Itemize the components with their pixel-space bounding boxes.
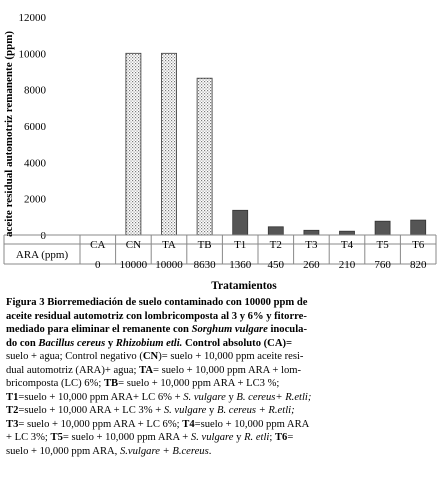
caption-segment: = suelo + 10,000 ppm ARA + lom- — [153, 364, 302, 376]
caption-segment: aceite residual automotriz con lombricomposta al 3 y 6% y fitorre- — [6, 310, 307, 322]
category-label: TB — [197, 239, 212, 251]
caption-segment: TA — [139, 364, 154, 376]
table-value: 210 — [338, 259, 356, 271]
category-label: TA — [162, 239, 176, 251]
table-row-label: ARA (ppm) — [15, 249, 69, 261]
bar-t5 — [375, 221, 390, 235]
figure-caption — [6, 296, 443, 459]
caption-segment: inocula- — [267, 324, 307, 336]
category-label: CN — [125, 239, 142, 251]
caption-line — [6, 323, 443, 337]
bar-cn — [126, 53, 141, 235]
caption-segment: S. vulgare — [163, 405, 207, 417]
x-axis-label: Tratamientos — [211, 280, 277, 292]
caption-segment: = suelo + 10,000 ppm ARA + LC 6%; — [18, 418, 183, 430]
caption-segment: Rhizobium etli. — [115, 337, 183, 349]
caption-segment: T2 — [6, 405, 19, 417]
caption-segment: B. cereus + R.etli; — [216, 405, 295, 417]
caption-line — [6, 364, 443, 378]
caption-segment: = — [287, 432, 294, 444]
caption-line — [6, 404, 443, 418]
caption-line — [6, 431, 443, 445]
bars-group — [126, 53, 426, 235]
category-label: T6 — [412, 239, 425, 251]
bar-t2 — [268, 227, 283, 235]
caption-segment: S. vulgare — [190, 432, 234, 444]
table-value: 760 — [374, 259, 391, 271]
y-tick-label: 2000 — [24, 193, 46, 206]
caption-line — [6, 377, 443, 391]
bar-t4 — [340, 231, 355, 235]
y-tick-label: 12000 — [18, 12, 46, 24]
caption-segment: T3 — [6, 418, 19, 430]
caption-segment: ; — [269, 432, 275, 444]
table-value: 260 — [303, 259, 320, 271]
caption-segment: R. etli — [244, 432, 270, 444]
caption-line — [6, 296, 443, 310]
caption-segment: do con — [6, 337, 39, 349]
table-value: 10000 — [155, 259, 183, 271]
caption-segment: dual automotriz (ARA)+ agua; — [6, 364, 140, 376]
category-label: T3 — [305, 239, 318, 251]
caption-segment: T6 — [274, 432, 288, 444]
bar-ta — [162, 53, 177, 235]
caption-segment: =suelo + 10,000 ppm ARA+ LC 6% + — [18, 391, 184, 403]
caption-line — [6, 310, 443, 324]
caption-segment: + LC 3%; — [6, 432, 51, 444]
caption-line — [6, 445, 443, 459]
caption-segment: = suelo + 10,000 ppm ARA + — [62, 432, 191, 444]
caption-segment: Control absoluto (CA)= — [182, 337, 293, 349]
table-value: 0 — [95, 259, 101, 271]
caption-segment: . — [208, 446, 212, 458]
caption-segment: T4 — [182, 418, 195, 430]
category-label: T1 — [234, 239, 247, 251]
caption-segment: Bacillus cereus — [38, 337, 106, 349]
caption-segment: B. cereus+ R.etli; — [236, 391, 312, 403]
caption-segment: TB — [103, 378, 119, 390]
y-tick-label: 8000 — [24, 84, 46, 97]
y-tick-label: 6000 — [24, 121, 46, 133]
caption-segment: CN — [142, 351, 159, 363]
caption-segment: Figura 3 Biorremediación de suelo contaminado con 10000 ppm de — [6, 297, 308, 308]
caption-segment: S. vulgare — [183, 391, 226, 403]
data-table — [4, 235, 436, 271]
y-axis — [19, 12, 47, 242]
caption-segment: Sorghum vulgare — [191, 324, 268, 336]
caption-line — [6, 418, 443, 432]
bar-t3 — [304, 230, 319, 235]
table-value: 450 — [267, 259, 285, 271]
table-value: 10000 — [119, 259, 148, 271]
category-label: T5 — [376, 239, 389, 251]
caption-segment: y — [105, 337, 116, 349]
y-tick-label: 4000 — [24, 157, 46, 170]
caption-segment: bricomposta (LC) 6%; — [6, 378, 104, 390]
caption-segment: S.vulgare + B.cereus — [119, 446, 209, 458]
category-label: T2 — [269, 239, 282, 251]
y-tick-label: 10000 — [18, 48, 46, 61]
caption-segment: y — [233, 432, 245, 444]
caption-segment: y — [225, 391, 237, 403]
caption-segment: T5 — [50, 432, 63, 444]
category-label: T4 — [340, 239, 354, 251]
caption-line — [6, 391, 443, 405]
y-axis-label: aceite residual automotriz remanente (ppm) — [3, 30, 15, 238]
category-label: CA — [90, 239, 106, 251]
caption-segment: =suelo + 10,000 ARA + LC 3% + — [18, 405, 164, 417]
caption-segment: = suelo + 10,000 ppm ARA + LC3 %; — [118, 378, 280, 390]
table-value: 8630 — [193, 259, 216, 271]
y-tick-label: 0 — [40, 230, 46, 242]
caption-segment: suelo + 10,000 ppm ARA, — [6, 446, 120, 458]
caption-segment: suelo + agua; Control negativo ( — [6, 351, 143, 363]
caption-segment: T1 — [6, 391, 19, 403]
caption-segment: )= suelo + 10,000 ppm aceite resi- — [158, 351, 304, 363]
table-value: 820 — [409, 259, 427, 271]
caption-line — [6, 350, 443, 364]
caption-line — [6, 337, 443, 351]
table-value: 1360 — [229, 259, 252, 271]
bar-t1 — [233, 210, 248, 235]
bar-tb — [197, 78, 212, 235]
caption-segment: =suelo + 10,000 ppm ARA — [194, 418, 310, 430]
caption-segment: mediado para eliminar el remanente con — [6, 324, 192, 336]
caption-segment: y — [206, 405, 217, 417]
bar-t6 — [411, 220, 426, 235]
